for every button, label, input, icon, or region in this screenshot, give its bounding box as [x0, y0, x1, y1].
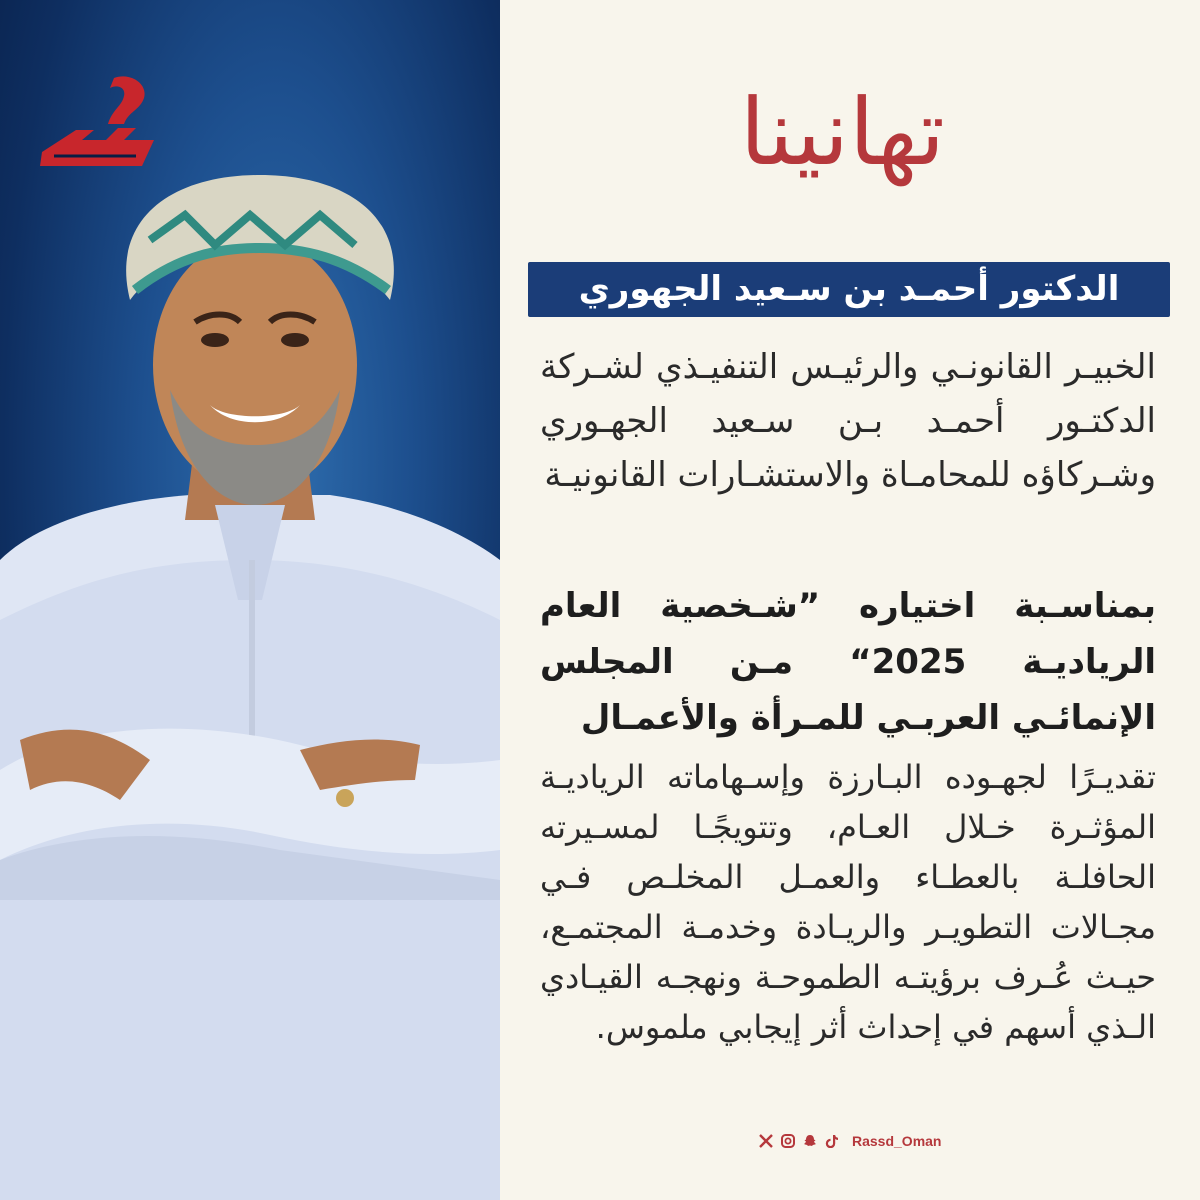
x-icon[interactable] [758, 1133, 774, 1149]
instagram-icon[interactable] [780, 1133, 796, 1149]
person-name: الدكتور أحمـد بن سـعيد الجهوري [578, 269, 1120, 309]
name-banner [528, 262, 1170, 317]
photo-panel [0, 0, 500, 1200]
tribute-paragraph: تقديـرًا لجهـوده البـارزة وإسـهاماته الرياديـة المؤثـرة خـلال العـام، وتتويجًـا لمسـيرته الحافلـة بالعطـاء والعمـل المخلـص فـي مجـالات التطويـر والريـادة وخدمـة المجتمـع، حيـث عُـرف برؤيتـه الطموحـة ونهجـه القيـادي الـذي أسهم في إحداث أثر إيجابي ملموس. [540, 758, 1156, 1046]
headline: تهانينا [739, 79, 945, 186]
social-bar [758, 1128, 941, 1154]
portrait-photo [0, 0, 500, 1200]
tiktok-icon[interactable] [824, 1133, 840, 1149]
rassd-logo-icon [36, 70, 166, 180]
snapchat-icon[interactable] [802, 1133, 818, 1149]
content-panel [500, 0, 1200, 1200]
description-paragraph: الخبيـر القانونـي والرئيـس التنفيـذي لشـركة الدكتـور أحمـد بـن سـعيد الجهـوري وشـركاؤه للمحامـاة والاستشـارات القانونيـة [540, 347, 1156, 495]
social-handle[interactable]: Rassd_Oman [852, 1133, 942, 1149]
award-paragraph: بمناسـبة اختياره ”شـخصية العام الرياديـة 2025“ مـن المجلس الإنمائـي العربـي للمـرأة والأعمـال [540, 586, 1156, 738]
